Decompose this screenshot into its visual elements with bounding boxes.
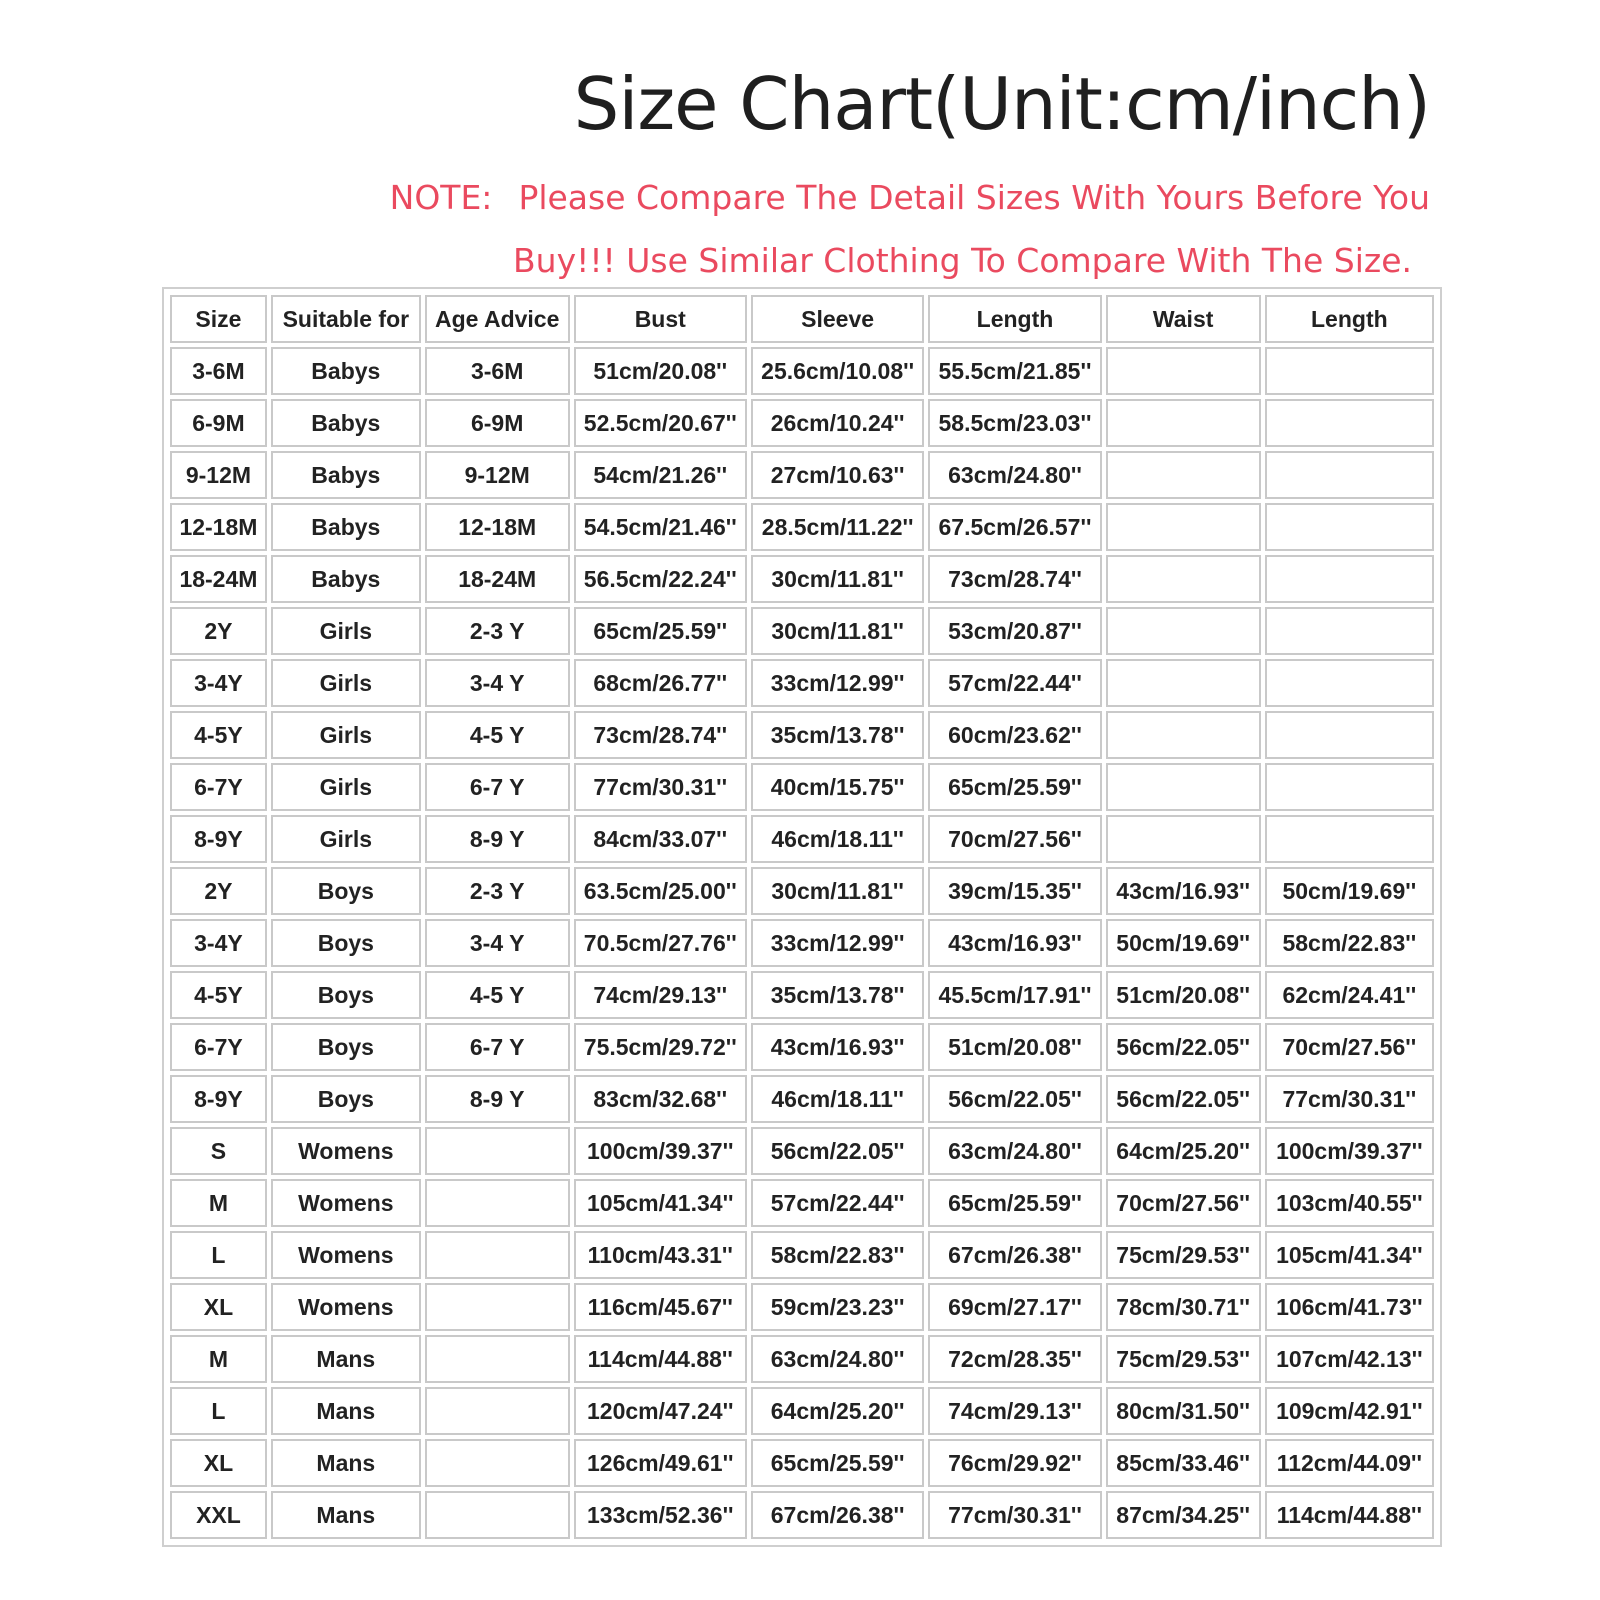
table-body <box>170 347 1434 1539</box>
cell-bust: 84cm/33.07'' <box>574 815 747 863</box>
cell-suitable-for: Boys <box>271 1075 421 1123</box>
cell-size: 2Y <box>170 607 267 655</box>
cell-size: XXL <box>170 1491 267 1539</box>
table-row <box>170 659 1434 707</box>
cell-suitable-for: Mans <box>271 1387 421 1435</box>
note-line-2: Buy!!! Use Similar Clothing To Compare With The Size. <box>513 241 1412 280</box>
size-chart-table <box>166 291 1438 1543</box>
cell-age-advice: 6-7 Y <box>425 763 570 811</box>
cell-waist <box>1106 711 1261 759</box>
cell-age-advice <box>425 1127 570 1175</box>
table-row <box>170 607 1434 655</box>
cell-pants-length <box>1265 607 1434 655</box>
cell-suitable-for: Girls <box>271 711 421 759</box>
cell-suitable-for: Babys <box>271 555 421 603</box>
table-row <box>170 1439 1434 1487</box>
cell-length: 60cm/23.62'' <box>928 711 1101 759</box>
cell-sleeve: 67cm/26.38'' <box>751 1491 924 1539</box>
cell-suitable-for: Babys <box>271 503 421 551</box>
cell-pants-length <box>1265 711 1434 759</box>
cell-length: 67cm/26.38'' <box>928 1231 1101 1279</box>
table-row <box>170 1491 1434 1539</box>
cell-waist: 50cm/19.69'' <box>1106 919 1261 967</box>
cell-waist <box>1106 815 1261 863</box>
cell-length: 74cm/29.13'' <box>928 1387 1101 1435</box>
cell-length: 39cm/15.35'' <box>928 867 1101 915</box>
cell-bust: 100cm/39.37'' <box>574 1127 747 1175</box>
cell-sleeve: 59cm/23.23'' <box>751 1283 924 1331</box>
cell-waist: 75cm/29.53'' <box>1106 1231 1261 1279</box>
cell-age-advice: 4-5 Y <box>425 711 570 759</box>
header-cell-length: Length <box>928 295 1101 343</box>
header-cell-waist: Waist <box>1106 295 1261 343</box>
cell-sleeve: 28.5cm/11.22'' <box>751 503 924 551</box>
cell-length: 76cm/29.92'' <box>928 1439 1101 1487</box>
cell-age-advice: 3-4 Y <box>425 659 570 707</box>
cell-size: 3-4Y <box>170 659 267 707</box>
cell-size: 2Y <box>170 867 267 915</box>
cell-size: 18-24M <box>170 555 267 603</box>
cell-sleeve: 25.6cm/10.08'' <box>751 347 924 395</box>
cell-pants-length <box>1265 815 1434 863</box>
cell-suitable-for: Girls <box>271 659 421 707</box>
cell-age-advice: 8-9 Y <box>425 1075 570 1123</box>
table-row <box>170 1387 1434 1435</box>
note-label: NOTE: <box>389 178 493 217</box>
cell-suitable-for: Boys <box>271 919 421 967</box>
cell-suitable-for: Babys <box>271 399 421 447</box>
cell-sleeve: 64cm/25.20'' <box>751 1387 924 1435</box>
cell-pants-length <box>1265 347 1434 395</box>
cell-waist: 51cm/20.08'' <box>1106 971 1261 1019</box>
table-row <box>170 451 1434 499</box>
cell-size: 4-5Y <box>170 971 267 1019</box>
cell-suitable-for: Womens <box>271 1283 421 1331</box>
cell-age-advice: 8-9 Y <box>425 815 570 863</box>
table-row <box>170 347 1434 395</box>
cell-pants-length: 58cm/22.83'' <box>1265 919 1434 967</box>
cell-age-advice <box>425 1439 570 1487</box>
table-row <box>170 503 1434 551</box>
table-row <box>170 1231 1434 1279</box>
cell-suitable-for: Womens <box>271 1179 421 1227</box>
cell-bust: 52.5cm/20.67'' <box>574 399 747 447</box>
cell-sleeve: 40cm/15.75'' <box>751 763 924 811</box>
cell-waist <box>1106 659 1261 707</box>
cell-bust: 126cm/49.61'' <box>574 1439 747 1487</box>
table-row <box>170 867 1434 915</box>
cell-pants-length: 105cm/41.34'' <box>1265 1231 1434 1279</box>
cell-pants-length: 109cm/42.91'' <box>1265 1387 1434 1435</box>
cell-size: 4-5Y <box>170 711 267 759</box>
cell-length: 57cm/22.44'' <box>928 659 1101 707</box>
cell-sleeve: 65cm/25.59'' <box>751 1439 924 1487</box>
page-title: Size Chart(Unit:cm/inch) <box>573 62 1430 146</box>
cell-waist: 80cm/31.50'' <box>1106 1387 1261 1435</box>
cell-sleeve: 56cm/22.05'' <box>751 1127 924 1175</box>
cell-age-advice: 9-12M <box>425 451 570 499</box>
cell-waist <box>1106 763 1261 811</box>
table-row <box>170 1127 1434 1175</box>
table-row <box>170 1075 1434 1123</box>
cell-sleeve: 35cm/13.78'' <box>751 711 924 759</box>
table-row <box>170 1283 1434 1331</box>
table-row <box>170 971 1434 1019</box>
cell-pants-length: 50cm/19.69'' <box>1265 867 1434 915</box>
cell-length: 43cm/16.93'' <box>928 919 1101 967</box>
cell-sleeve: 58cm/22.83'' <box>751 1231 924 1279</box>
cell-waist: 70cm/27.56'' <box>1106 1179 1261 1227</box>
cell-pants-length <box>1265 659 1434 707</box>
cell-bust: 114cm/44.88'' <box>574 1335 747 1383</box>
header-cell-pants-length: Length <box>1265 295 1434 343</box>
header-cell-suitable-for: Suitable for <box>271 295 421 343</box>
cell-age-advice <box>425 1179 570 1227</box>
cell-suitable-for: Girls <box>271 763 421 811</box>
cell-size: 6-7Y <box>170 1023 267 1071</box>
cell-length: 77cm/30.31'' <box>928 1491 1101 1539</box>
cell-suitable-for: Boys <box>271 1023 421 1071</box>
table-row <box>170 399 1434 447</box>
cell-pants-length <box>1265 451 1434 499</box>
cell-sleeve: 43cm/16.93'' <box>751 1023 924 1071</box>
cell-size: 8-9Y <box>170 815 267 863</box>
cell-size: 9-12M <box>170 451 267 499</box>
cell-length: 63cm/24.80'' <box>928 451 1101 499</box>
cell-suitable-for: Womens <box>271 1231 421 1279</box>
cell-sleeve: 27cm/10.63'' <box>751 451 924 499</box>
cell-age-advice: 2-3 Y <box>425 607 570 655</box>
cell-pants-length <box>1265 399 1434 447</box>
cell-age-advice: 4-5 Y <box>425 971 570 1019</box>
cell-pants-length: 62cm/24.41'' <box>1265 971 1434 1019</box>
cell-sleeve: 63cm/24.80'' <box>751 1335 924 1383</box>
cell-waist: 43cm/16.93'' <box>1106 867 1261 915</box>
cell-suitable-for: Babys <box>271 347 421 395</box>
cell-length: 65cm/25.59'' <box>928 1179 1101 1227</box>
note-text-1: Please Compare The Detail Sizes With Yours Before You <box>518 178 1430 217</box>
cell-pants-length: 106cm/41.73'' <box>1265 1283 1434 1331</box>
cell-length: 70cm/27.56'' <box>928 815 1101 863</box>
cell-age-advice <box>425 1283 570 1331</box>
cell-length: 65cm/25.59'' <box>928 763 1101 811</box>
cell-waist <box>1106 503 1261 551</box>
header-cell-bust: Bust <box>574 295 747 343</box>
cell-length: 67.5cm/26.57'' <box>928 503 1101 551</box>
cell-length: 51cm/20.08'' <box>928 1023 1101 1071</box>
cell-waist: 78cm/30.71'' <box>1106 1283 1261 1331</box>
cell-size: 6-9M <box>170 399 267 447</box>
cell-length: 45.5cm/17.91'' <box>928 971 1101 1019</box>
cell-length: 55.5cm/21.85'' <box>928 347 1101 395</box>
cell-suitable-for: Womens <box>271 1127 421 1175</box>
cell-suitable-for: Mans <box>271 1335 421 1383</box>
header-cell-age-advice: Age Advice <box>425 295 570 343</box>
cell-size: 6-7Y <box>170 763 267 811</box>
cell-sleeve: 33cm/12.99'' <box>751 919 924 967</box>
cell-length: 73cm/28.74'' <box>928 555 1101 603</box>
cell-suitable-for: Girls <box>271 607 421 655</box>
cell-bust: 74cm/29.13'' <box>574 971 747 1019</box>
cell-size: 3-4Y <box>170 919 267 967</box>
cell-bust: 75.5cm/29.72'' <box>574 1023 747 1071</box>
cell-suitable-for: Babys <box>271 451 421 499</box>
cell-bust: 83cm/32.68'' <box>574 1075 747 1123</box>
table-row <box>170 919 1434 967</box>
cell-pants-length <box>1265 555 1434 603</box>
cell-bust: 70.5cm/27.76'' <box>574 919 747 967</box>
cell-waist <box>1106 347 1261 395</box>
cell-bust: 73cm/28.74'' <box>574 711 747 759</box>
cell-bust: 51cm/20.08'' <box>574 347 747 395</box>
cell-size: M <box>170 1179 267 1227</box>
cell-pants-length: 114cm/44.88'' <box>1265 1491 1434 1539</box>
table-row <box>170 1335 1434 1383</box>
cell-waist: 75cm/29.53'' <box>1106 1335 1261 1383</box>
cell-waist <box>1106 555 1261 603</box>
cell-age-advice: 18-24M <box>425 555 570 603</box>
cell-length: 58.5cm/23.03'' <box>928 399 1101 447</box>
cell-pants-length: 107cm/42.13'' <box>1265 1335 1434 1383</box>
cell-size: 12-18M <box>170 503 267 551</box>
header-cell-size: Size <box>170 295 267 343</box>
cell-pants-length: 112cm/44.09'' <box>1265 1439 1434 1487</box>
cell-sleeve: 26cm/10.24'' <box>751 399 924 447</box>
cell-waist: 87cm/34.25'' <box>1106 1491 1261 1539</box>
cell-sleeve: 30cm/11.81'' <box>751 555 924 603</box>
cell-bust: 120cm/47.24'' <box>574 1387 747 1435</box>
cell-bust: 54cm/21.26'' <box>574 451 747 499</box>
cell-size: M <box>170 1335 267 1383</box>
cell-suitable-for: Mans <box>271 1439 421 1487</box>
cell-bust: 110cm/43.31'' <box>574 1231 747 1279</box>
table-row <box>170 763 1434 811</box>
cell-age-advice <box>425 1387 570 1435</box>
cell-length: 53cm/20.87'' <box>928 607 1101 655</box>
cell-age-advice <box>425 1491 570 1539</box>
cell-sleeve: 35cm/13.78'' <box>751 971 924 1019</box>
cell-age-advice: 6-7 Y <box>425 1023 570 1071</box>
cell-size: S <box>170 1127 267 1175</box>
cell-bust: 68cm/26.77'' <box>574 659 747 707</box>
cell-suitable-for: Boys <box>271 971 421 1019</box>
table-row <box>170 815 1434 863</box>
cell-bust: 65cm/25.59'' <box>574 607 747 655</box>
cell-length: 56cm/22.05'' <box>928 1075 1101 1123</box>
cell-suitable-for: Mans <box>271 1491 421 1539</box>
cell-waist: 56cm/22.05'' <box>1106 1023 1261 1071</box>
cell-pants-length: 70cm/27.56'' <box>1265 1023 1434 1071</box>
header-cell-sleeve: Sleeve <box>751 295 924 343</box>
cell-waist <box>1106 451 1261 499</box>
cell-waist <box>1106 607 1261 655</box>
cell-suitable-for: Boys <box>271 867 421 915</box>
cell-sleeve: 33cm/12.99'' <box>751 659 924 707</box>
cell-bust: 105cm/41.34'' <box>574 1179 747 1227</box>
cell-size: XL <box>170 1283 267 1331</box>
cell-length: 63cm/24.80'' <box>928 1127 1101 1175</box>
size-chart-table-frame <box>162 287 1442 1547</box>
cell-age-advice: 2-3 Y <box>425 867 570 915</box>
cell-size: L <box>170 1231 267 1279</box>
table-row <box>170 1179 1434 1227</box>
cell-sleeve: 30cm/11.81'' <box>751 867 924 915</box>
cell-length: 69cm/27.17'' <box>928 1283 1101 1331</box>
cell-bust: 54.5cm/21.46'' <box>574 503 747 551</box>
cell-pants-length <box>1265 503 1434 551</box>
cell-sleeve: 57cm/22.44'' <box>751 1179 924 1227</box>
cell-age-advice: 3-6M <box>425 347 570 395</box>
cell-bust: 116cm/45.67'' <box>574 1283 747 1331</box>
cell-bust: 56.5cm/22.24'' <box>574 555 747 603</box>
table-row <box>170 711 1434 759</box>
cell-waist: 56cm/22.05'' <box>1106 1075 1261 1123</box>
cell-age-advice: 6-9M <box>425 399 570 447</box>
table-header-row <box>170 295 1434 343</box>
cell-size: L <box>170 1387 267 1435</box>
cell-bust: 77cm/30.31'' <box>574 763 747 811</box>
table-row <box>170 1023 1434 1071</box>
cell-pants-length: 100cm/39.37'' <box>1265 1127 1434 1175</box>
cell-waist: 85cm/33.46'' <box>1106 1439 1261 1487</box>
cell-sleeve: 46cm/18.11'' <box>751 815 924 863</box>
cell-age-advice <box>425 1335 570 1383</box>
note-line-1 <box>390 178 1430 217</box>
cell-bust: 63.5cm/25.00'' <box>574 867 747 915</box>
cell-suitable-for: Girls <box>271 815 421 863</box>
cell-sleeve: 46cm/18.11'' <box>751 1075 924 1123</box>
table-row <box>170 555 1434 603</box>
cell-pants-length: 77cm/30.31'' <box>1265 1075 1434 1123</box>
cell-age-advice <box>425 1231 570 1279</box>
cell-size: 8-9Y <box>170 1075 267 1123</box>
cell-length: 72cm/28.35'' <box>928 1335 1101 1383</box>
cell-bust: 133cm/52.36'' <box>574 1491 747 1539</box>
cell-size: XL <box>170 1439 267 1487</box>
cell-waist: 64cm/25.20'' <box>1106 1127 1261 1175</box>
cell-sleeve: 30cm/11.81'' <box>751 607 924 655</box>
cell-size: 3-6M <box>170 347 267 395</box>
cell-pants-length <box>1265 763 1434 811</box>
cell-age-advice: 12-18M <box>425 503 570 551</box>
cell-age-advice: 3-4 Y <box>425 919 570 967</box>
cell-waist <box>1106 399 1261 447</box>
cell-pants-length: 103cm/40.55'' <box>1265 1179 1434 1227</box>
